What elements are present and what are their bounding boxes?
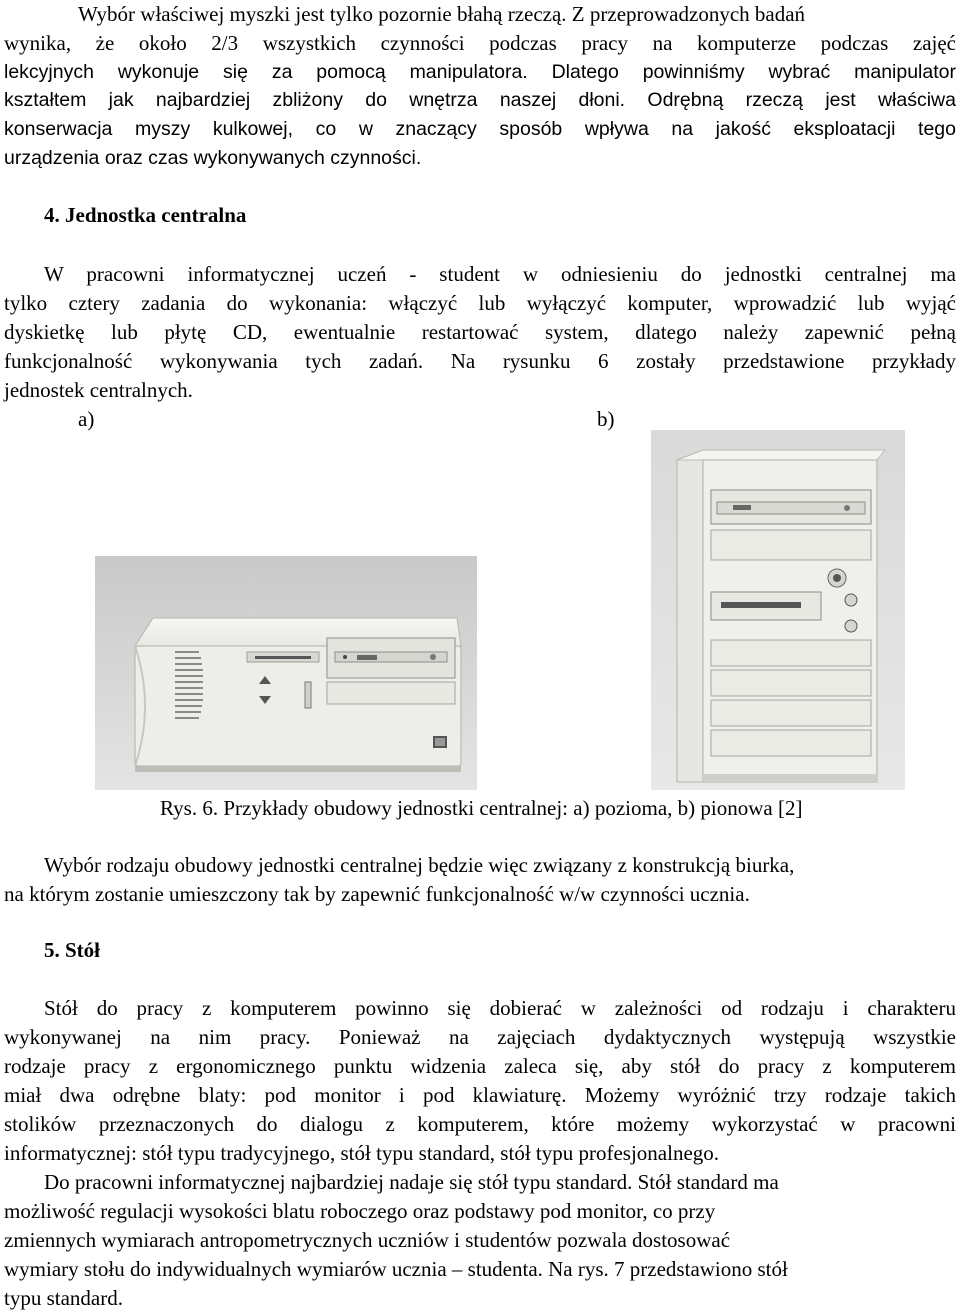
paragraph-line: zmiennych wymiarach antropometrycznych uczniów i studentów pozwala dostosować <box>4 1228 731 1252</box>
paragraph-line: lekcyjnych wykonuje się za pomocą manipulatora. Dlatego powinniśmy wybrać manipulator <box>4 61 956 83</box>
paragraph-line: Wybór właściwej myszki jest tylko pozornie błahą rzeczą. Z przeprowadzonych badań <box>78 2 806 26</box>
paragraph-line: konserwacja myszy kulkowej, co w znaczący sposób wpływa na jakość eksploatacji tego <box>4 118 956 140</box>
paragraph-line: W pracowni informatycznej uczeń - student w odniesieniu do jednostki centralnej ma <box>44 262 956 286</box>
paragraph-line: wymiary stołu do indywidualnych wymiarów ucznia – studenta. Na rys. 7 przedstawiono stół <box>4 1257 788 1281</box>
paragraph-line: wykonywanej na nim pracy. Ponieważ na zajęciach dydaktycznych występują wszystkie <box>4 1025 956 1049</box>
paragraph-line: tylko cztery zadania do wykonania: włączyć lub wyłączyć komputer, wprowadzić lub wyjąć <box>4 291 956 315</box>
paragraph-line: dyskietkę lub płytę CD, ewentualnie restartować system, dlatego należy zapewnić pełną <box>4 320 956 344</box>
paragraph-line: kształtem jak najbardziej zbliżony do wnętrza naszej dłoni. Odrębną rzeczą jest właściwa <box>4 89 956 111</box>
tower-case-photo <box>651 430 905 790</box>
paragraph-line: możliwość regulacji wysokości blatu roboczego oraz podstawy pod monitor, co przy <box>4 1199 716 1223</box>
section-heading: 5. Stół <box>44 938 101 962</box>
paragraph-line: Wybór rodzaju obudowy jednostki centralnej będzie więc związany z konstrukcją biurka, <box>44 853 795 877</box>
section-heading: 4. Jednostka centralna <box>44 203 247 227</box>
paragraph-line: miał dwa odrębne blaty: pod monitor i pod klawiaturę. Możemy wyróżnić trzy rodzaje takich <box>4 1083 956 1107</box>
paragraph-line: typu standard. <box>4 1286 123 1310</box>
paragraph-line: jednostek centralnych. <box>4 378 193 402</box>
desktop-case-photo <box>95 556 477 790</box>
paragraph-line: urządzenia oraz czas wykonywanych czynności. <box>4 147 422 169</box>
figure-label-b: b) <box>597 407 615 431</box>
paragraph-line: wynika, że około 2/3 wszystkich czynności podczas pracy na komputerze podczas zajęć <box>4 31 956 55</box>
paragraph-line: Do pracowni informatycznej najbardziej nadaje się stół typu standard. Stół standard ma <box>44 1170 779 1194</box>
paragraph-line: stolików przeznaczonych do dialogu z komputerem, które możemy wykorzystać w pracowni <box>4 1112 956 1136</box>
figure-label-a: a) <box>78 407 95 431</box>
figure-caption: Rys. 6. Przykłady obudowy jednostki centralnej: a) pozioma, b) pionowa [2] <box>160 796 803 820</box>
paragraph-line: rodzaje pracy z ergonomicznego punktu widzenia zaleca się, aby stół do pracy z komputerem <box>4 1054 956 1078</box>
paragraph-line: Stół do pracy z komputerem powinno się dobierać w zależności od rodzaju i charakteru <box>44 996 956 1020</box>
paragraph-line: funkcjonalność wykonywania tych zadań. Na rysunku 6 zostały przedstawione przykłady <box>4 349 956 373</box>
paragraph-line: informatycznej: stół typu tradycyjnego, stół typu standard, stół typu profesjonalnego. <box>4 1141 720 1165</box>
paragraph-line: na którym zostanie umieszczony tak by zapewnić funkcjonalność w/w czynności ucznia. <box>4 882 750 906</box>
